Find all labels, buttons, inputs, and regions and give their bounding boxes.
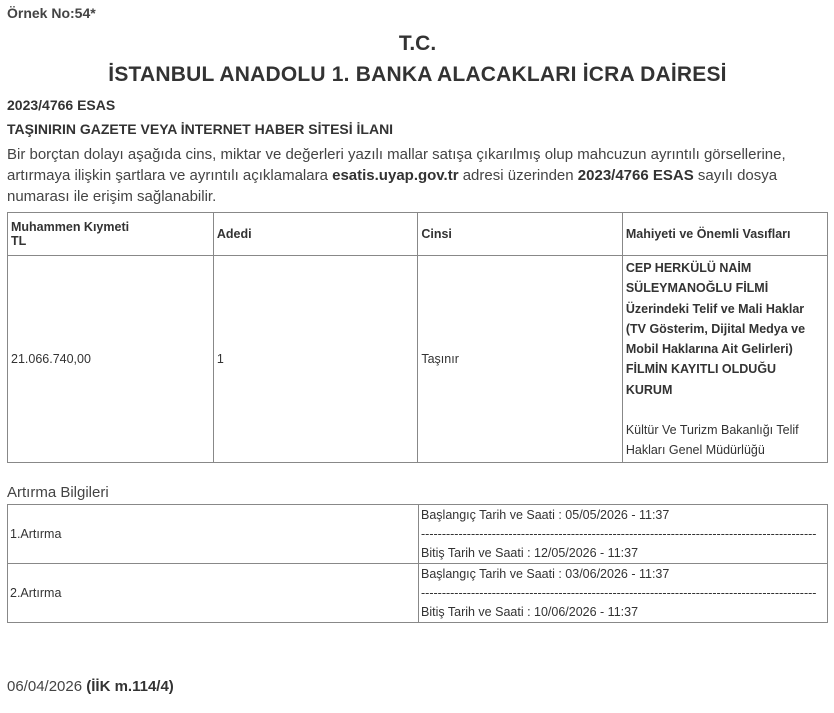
footer-date: 06/04/2026: [7, 678, 83, 695]
mahiyet-bold-text: CEP HERKÜLÜ NAİM SÜLEYMANOĞLU FİLMİ Üzerindeki Telif ve Mali Haklar (TV Gösterim, Dijital Medya ve Mobil Haklarına Ait Gelirleri) FİLMİN KAYITLI OLDUĞU KURUM: [625, 261, 806, 397]
auction-dates: [419, 505, 828, 564]
file-number: 2023/4766 ESAS: [7, 97, 116, 113]
items-header-row: [8, 213, 828, 256]
intro-text-3: sayılı dosya numarası ile erişim sağlanabilir.: [7, 167, 778, 205]
header-kiymet-line2: TL: [11, 234, 27, 248]
item-row: [8, 256, 828, 463]
auction-row-1: [8, 505, 828, 564]
country-header: T.C.: [398, 32, 437, 55]
cell-cinsi: Taşınır: [418, 256, 623, 463]
footer-law-ref: (İİK m.114/4): [86, 678, 174, 695]
header-cinsi: Cinsi: [418, 213, 623, 256]
header-kiymet: [8, 213, 214, 256]
cell-kiymet: 21.066.740,00: [8, 256, 214, 463]
auction-name: 2.Artırma: [8, 564, 419, 623]
footer-date-line: [7, 678, 174, 695]
auction-start: Başlangıç Tarih ve Saati : 03/06/2026 - 11:37: [421, 567, 670, 581]
cell-adedi: 1: [213, 256, 417, 463]
header-kiymet-line1: Muhammen Kıymeti: [11, 220, 130, 234]
cell-mahiyet: [622, 256, 827, 463]
intro-paragraph: [7, 144, 828, 207]
auction-info-label: Artırma Bilgileri: [7, 484, 109, 501]
intro-file-number: 2023/4766 ESAS: [577, 167, 694, 184]
auction-start: Başlangıç Tarih ve Saati : 05/05/2026 - 11:37: [421, 508, 670, 522]
announcement-title: TAŞINIRIN GAZETE VEYA İNTERNET HABER SİTESİ İLANI: [7, 121, 394, 137]
office-title: İSTANBUL ANADOLU 1. BANKA ALACAKLARI İCRA DAİRESİ: [108, 63, 727, 86]
header-mahiyet: Mahiyeti ve Önemli Vasıfları: [622, 213, 827, 256]
auction-separator: -----------------------------------------------------------------------------------------------: [421, 527, 817, 541]
sample-number: Örnek No:54*: [7, 5, 96, 21]
auction-row-2: [8, 564, 828, 623]
auction-name: 1.Artırma: [8, 505, 419, 564]
auction-separator: -----------------------------------------------------------------------------------------------: [421, 586, 817, 600]
esatis-link[interactable]: esatis.uyap.gov.tr: [332, 167, 459, 184]
auction-table: [7, 504, 828, 623]
intro-text-1: Bir borçtan dolayı aşağıda cins, miktar ve değerleri yazılı mallar satışa çıkarılmış olup mahcuzun ayrıntılı görsellerine, artırmaya ilişkin şartlara ve ayrıntılı açıklamalara: [7, 146, 786, 184]
auction-end: Bitiş Tarih ve Saati : 12/05/2026 - 11:37: [421, 546, 639, 560]
intro-text-2: adresi üzerinden: [458, 167, 578, 184]
mahiyet-institution: Kültür Ve Turizm Bakanlığı Telif Hakları Genel Müdürlüğü: [625, 423, 799, 458]
auction-end: Bitiş Tarih ve Saati : 10/06/2026 - 11:37: [421, 605, 639, 619]
items-table: [7, 212, 828, 463]
auction-dates: [419, 564, 828, 623]
header-adedi: Adedi: [213, 213, 417, 256]
